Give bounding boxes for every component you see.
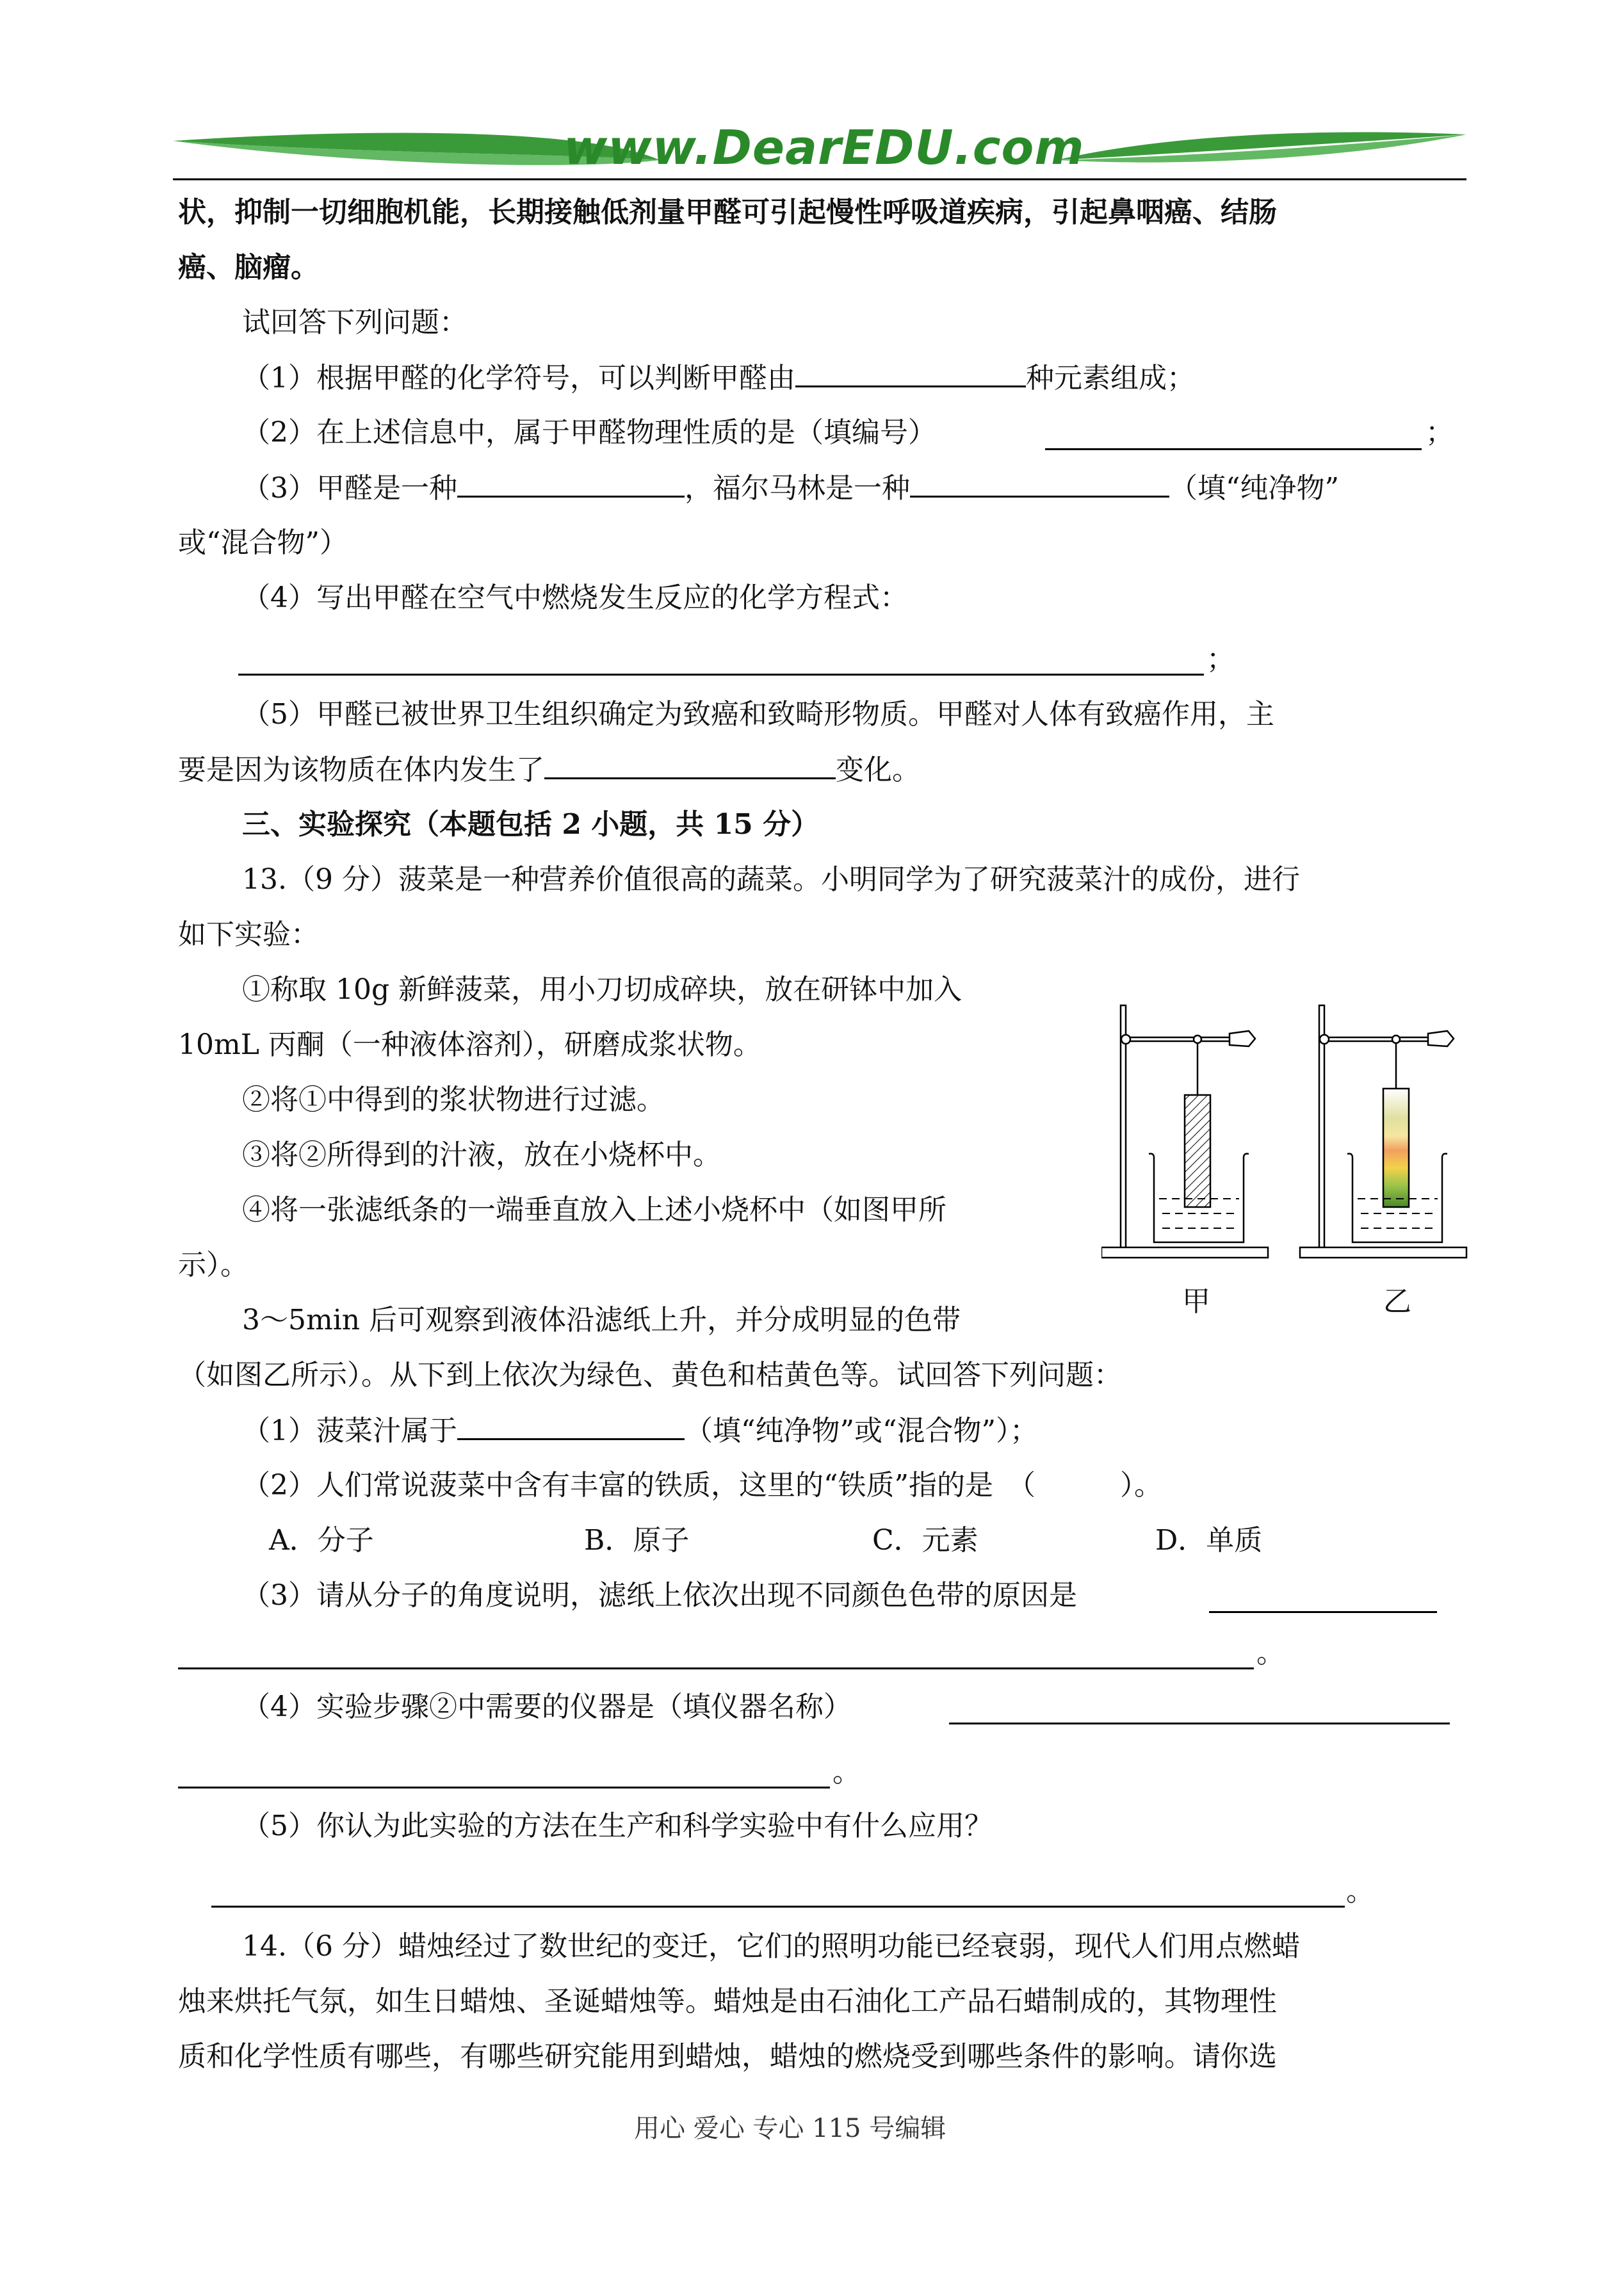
option-d[interactable]: D．单质 [1155, 1524, 1263, 1557]
q13-line-1: 13.（9 分）菠菜是一种营养价值很高的蔬菜。小明同学为了研究菠菜汁的成份，进行 [242, 863, 1300, 896]
q12-sub2-text: （2）在上述信息中，属于甲醛物理性质的是（填编号） [242, 416, 936, 449]
q13-observation-cont: （如图乙所示）。从下到上依次为绿色、黄色和桔黄色等。试回答下列问题： [178, 1359, 1122, 1391]
answer-blank-q12-3a[interactable] [457, 469, 685, 498]
q13-step-3: ③将②所得到的汁液，放在小烧杯中。 [242, 1139, 721, 1171]
q12-sub3-cont: 或“混合物”） [178, 526, 348, 559]
q13-sub1 [242, 1411, 1038, 1450]
q12-sub5: （5）甲醛已被世界卫生组织确定为致癌和致畸形物质。甲醛对人体有致癌作用，主 [242, 698, 1274, 731]
q12-sub3 [242, 469, 1339, 508]
q12-sub3-text-a: （3）甲醛是一种 [242, 472, 457, 505]
option-c[interactable]: C．元素 [872, 1524, 978, 1557]
q13-sub5: （5）你认为此实验的方法在生产和科学实验中有什么应用？ [242, 1810, 993, 1842]
q13-step-1-cont: 10mL 丙酮（一种液体溶剂），研磨成浆状物。 [178, 1028, 761, 1061]
apparatus-b [1300, 1005, 1466, 1258]
q12-sub5-text-b: 要是因为该物质在体内发生了 [178, 754, 544, 786]
q13-sub4: （4）实验步骤②中需要的仪器是（填仪器名称） [242, 1691, 852, 1723]
answer-blank-q13-3a[interactable] [1209, 1611, 1437, 1613]
q13-sub3-end: 。 [1256, 1637, 1285, 1669]
q13-sub2: （2）人们常说菠菜中含有丰富的铁质，这里的“铁质”指的是 （ ）。 [242, 1469, 1162, 1502]
answer-blank-q12-3b[interactable] [910, 469, 1169, 498]
q12-sub1-text-end: 种元素组成； [1026, 362, 1195, 394]
intro-line-1: 状，抑制一切细胞机能，长期接触低剂量甲醛可引起慢性呼吸道疾病，引起鼻咽癌、结肠 [178, 196, 1277, 229]
answer-blank-q13-4a[interactable] [949, 1723, 1450, 1724]
q13-sub5-end: 。 [1346, 1875, 1374, 1908]
answer-blank-q13-3b[interactable] [178, 1667, 1254, 1669]
q13-step-4-cont: 示）。 [178, 1249, 248, 1281]
answer-blank-q12-5[interactable] [544, 750, 836, 779]
q14-line-2: 烛来烘托气氛，如生日蜡烛、圣诞蜡烛等。蜡烛是由石油化工产品石蜡制成的，其物理性 [178, 1985, 1277, 2018]
q12-sub2 [242, 414, 936, 452]
apparatus-a [1101, 1005, 1268, 1258]
option-a[interactable]: A．分子 [269, 1524, 374, 1557]
q13-step-4: ④将一张滤纸条的一端垂直放入上述小烧杯中（如图甲所 [242, 1194, 946, 1226]
section-3-title: 三、实验探究（本题包括 2 小题，共 15 分） [242, 808, 820, 841]
q13-step-1: ①称取 10g 新鲜菠菜，用小刀切成碎块，放在研钵中加入 [242, 973, 962, 1006]
intro-line-2: 癌、脑瘤。 [178, 251, 319, 284]
q12-sub4: （4）写出甲醛在空气中燃烧发生反应的化学方程式： [242, 581, 908, 614]
q12-sub5-cont [178, 750, 920, 790]
q13-line-2: 如下实验： [178, 918, 319, 951]
q12-sub3-text-b: ，福尔马林是一种 [685, 472, 910, 505]
q12-sub4-end: ； [1206, 643, 1235, 676]
figure-label-jia: 甲 [1182, 1285, 1210, 1318]
answer-blank-q13-1[interactable] [457, 1411, 685, 1440]
chromatography-diagram [1101, 993, 1511, 1274]
answer-blank-q12-2[interactable] [1045, 448, 1422, 450]
answer-blank-q12-1[interactable] [795, 359, 1026, 387]
q12-prompt: 试回答下列问题： [242, 306, 467, 339]
q14-line-1: 14.（6 分）蜡烛经过了数世纪的变迁，它们的照明功能已经衰弱，现代人们用点燃蜡 [242, 1930, 1300, 1963]
site-logo-text: www.DearEDU.com [564, 120, 1085, 175]
answer-blank-q13-4b[interactable] [178, 1787, 830, 1788]
q14-line-3: 质和化学性质有哪些，有哪些研究能用到蜡烛，蜡烛的燃烧受到哪些条件的影响。请你选 [178, 2040, 1277, 2073]
q13-sub1-text: （1）菠菜汁属于 [242, 1415, 457, 1447]
answer-blank-q13-5[interactable] [211, 1906, 1345, 1908]
q13-sub3: （3）请从分子的角度说明，滤纸上依次出现不同颜色色带的原因是 [242, 1579, 1077, 1612]
answer-blank-q12-4[interactable] [238, 674, 1204, 676]
q12-sub5-text-c: 变化。 [836, 754, 920, 786]
q13-step-2: ②将①中得到的浆状物进行过滤。 [242, 1083, 665, 1116]
q12-sub3-text-c: （填“纯净物” [1169, 472, 1339, 505]
q12-sub1-text: （1）根据甲醛的化学符号，可以判断甲醛由 [242, 362, 795, 394]
q13-sub1-text-end: （填“纯净物”或“混合物”）； [685, 1415, 1038, 1447]
q13-sub4-end: 。 [832, 1756, 861, 1788]
q12-sub1 [242, 359, 1195, 398]
q13-observation: 3～5min 后可观察到液体沿滤纸上升，并分成明显的色带 [242, 1304, 961, 1336]
q12-sub2-end: ； [1425, 416, 1454, 449]
option-b[interactable]: B．原子 [584, 1524, 690, 1557]
figure-label-yi: 乙 [1383, 1285, 1411, 1318]
page-footer: 用心 爱心 专心 115 号编辑 [634, 2114, 946, 2143]
